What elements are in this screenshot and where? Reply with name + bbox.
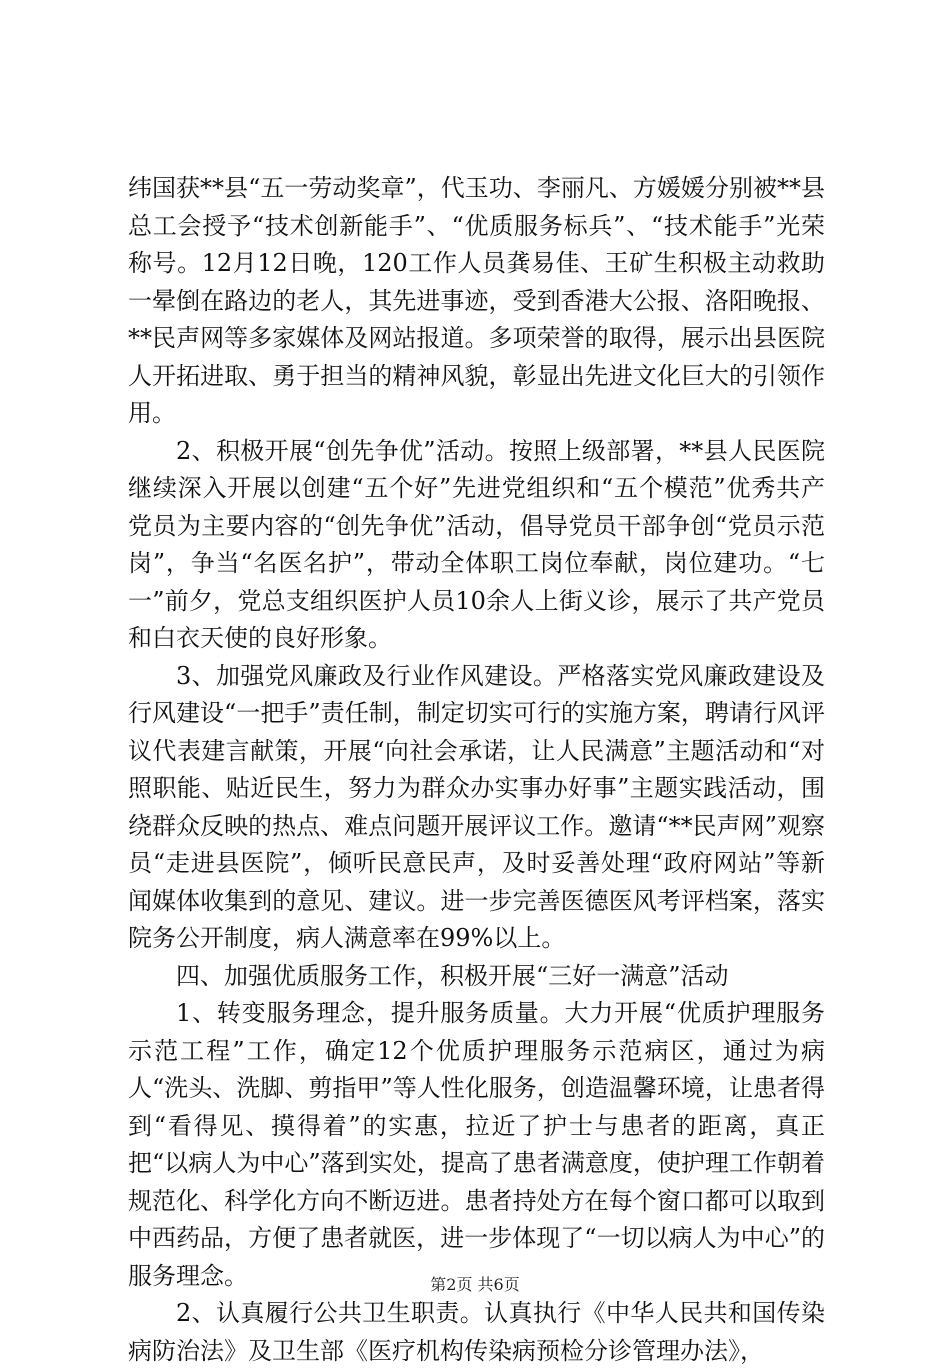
document-body bbox=[128, 170, 825, 1370]
paragraph-2: 2、积极开展“创先争优”活动。按照上级部署，**县人民医院继续深入开展以创建“五个好”先进党组织和“五个模范”优秀共产党员为主要内容的“创先争优”活动，倡导党员干部争创“党员示范岗”，争当“名医名护”，带动全体职工岗位奉献，岗位建功。“七一”前夕，党总支组织医护人员10余人上街义诊，展示了共产党员和白衣天使的良好形象。 bbox=[128, 436, 825, 652]
paragraph-3: 3、加强党风廉政及行业作风建设。严格落实党风廉政建设及行风建设“一把手”责任制，制定切实可行的实施方案，聘请行风评议代表建言献策，开展“向社会承诺，让人民满意”主题活动和“对照职能、贴近民生，努力为群众办实事办好事”主题实践活动，围绕群众反映的热点、难点问题开展评议工作。邀请“**民声网”观察员“走进县医院”，倾听民意民声，及时妥善处理“政府网站”等新闻媒体收集到的意见、建议。进一步完善医德医风考评档案，落实院务公开制度，病人满意率在99%以上。 bbox=[128, 661, 825, 952]
page-footer: 第2页 共6页 bbox=[430, 1275, 520, 1294]
paragraph-1: 纬国获**县“五一劳动奖章”，代玉功、李丽凡、方媛媛分别被**县总工会授予“技术创新能手”、“优质服务标兵”、“技术能手”光荣称号。12月12日晚，120工作人员龚易佳、王矿生积极主动救助一晕倒在路边的老人，其先进事迹，受到香港大公报、洛阳晚报、**民声网等多家媒体及网站报道。多项荣誉的取得，展示出县医院人开拓进取、勇于担当的精神风貌，彰显出先进文化巨大的引领作用。 bbox=[128, 174, 825, 427]
section-heading: 四、加强优质服务工作，积极开展“三好一满意”活动 bbox=[176, 961, 729, 990]
paragraph-5: 2、认真履行公共卫生职责。认真执行《中华人民共和国传染病防治法》及卫生部《医疗机构传染病预检分诊管理办法》， bbox=[128, 1299, 825, 1365]
paragraph-4: 1、转变服务理念，提升服务质量。大力开展“优质护理服务示范工程”工作，确定12个优质护理服务示范病区，通过为病人“洗头、洗脚、剪指甲”等人性化服务，创造温馨环境，让患者得到“看得见、摸得着”的实惠，拉近了护士与患者的距离，真正把“以病人为中心”落到实处，提高了患者满意度，使护理工作朝着规范化、科学化方向不断迈进。患者持处方在每个窗口都可以取到中西药品，方便了患者就医，进一步体现了“一切以病人为中心”的服务理念。 bbox=[128, 999, 825, 1290]
